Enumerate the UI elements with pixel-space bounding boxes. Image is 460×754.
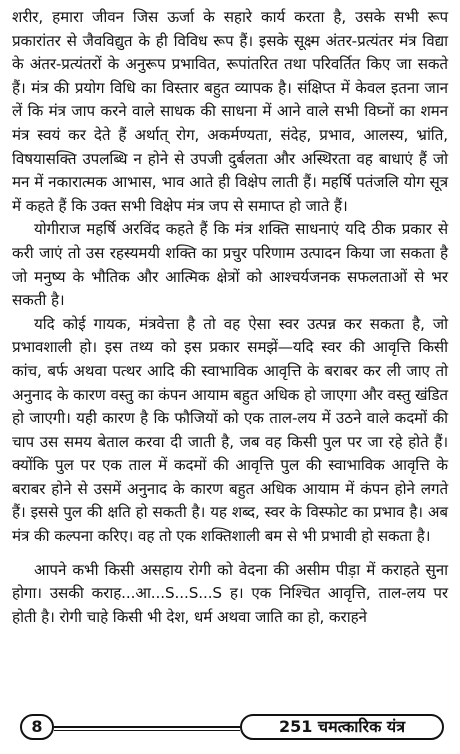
page-footer — [12, 714, 448, 742]
footer-rule — [54, 726, 240, 728]
footer-rule-thin — [54, 730, 240, 731]
book-title: 251 चमत्कारिक यंत्र — [240, 714, 444, 740]
page-body — [12, 6, 448, 629]
paragraph-1: शरीर, हमारा जीवन जिस ऊर्जा के सहारे कार्य करता है, उसके सभी रूप प्रकारांतर से जैवविद्युत के ही विविध रूप हैं। इसके सूक्ष्म अंतर-प्रत्यंतर मंत्र विद्या के अंतर-प्रत्यंतरों के अनुरूप प्रभावित, रूपांतरित तथा परिवर्तित किए जा सकते हैं। मंत्र की प्रयोग विधि का विस्तार बहुत व्यापक है। संक्षिप्त में केवल इतना जान लें कि मंत्र जाप करने वाले साधक की साधना में आने वाले सभी विघ्नों का शमन मंत्र स्वयं कर देते हैं अर्थात् रोग, अकर्मण्यता, संदेह, प्रभाव, आलस्य, भ्रांति, विषयासक्ति उपलब्धि न होने से उपजी दुर्बलता और अस्थिरता वह बाधाएं हैं जो मन में नकारात्मक आभास, भाव आते ही विक्षेप लाती हैं। महर्षि पतंजलि योग सूत्र में कहते हैं कि उक्त सभी विक्षेप मंत्र जप से समाप्त हो जाते हैं। — [12, 8, 448, 215]
page-number: 8 — [20, 714, 54, 740]
paragraph-3: यदि कोई गायक, मंत्रवेत्ता है तो वह ऐसा स्वर उत्पन्न कर सकता है, जो प्रभावशाली हो। इस तथ्य को इस प्रकार समझें—यदि स्वर की आवृत्ति किसी कांच, बर्फ अथवा पत्थर आदि की स्वाभाविक आवृत्ति के बराबर कर ली जाए तो अनुनाद के कारण वस्तु का कंपन आयाम बहुत अधिक हो जाएगा और वस्तु खंडित हो जाएगी। यही कारण है कि फौजियों को एक ताल-लय में उठने वाले कदमों की चाप उस समय बेताल करवा दी जाती है, जब वह किसी पुल पर जा रहे होते हैं। क्योंकि पुल पर एक ताल में कदमों की आवृत्ति पुल की स्वाभाविक आवृत्ति के बराबर होने से उसमें अनुनाद के कारण बहुत अधिक आयाम में कंपन होने लगते हैं। इससे पुल की क्षति हो सकती है। यह शब्द, स्वर के विस्फोट का प्रभाव है। अब मंत्र की कल्पना करिए। वह तो एक शक्तिशाली बम से भी प्रभावी हो सकता है। — [12, 314, 448, 546]
paragraph-4: आपने कभी किसी असहाय रोगी को वेदना की असीम पीड़ा में कराहते सुना होगा। उसकी कराह...आ...S...S...S ह। एक निश्चित आवृत्ति, ताल-लय पर होती है। रोगी चाहे किसी भी देश, धर्म अथवा जाति का हो, कराहने — [12, 560, 448, 626]
paragraph-2: योगीराज महर्षि अरविंद कहते हैं कि मंत्र शक्ति साधनाएं यदि ठीक प्रकार से करी जाएं तो उस रहस्यमयी शक्ति का प्रचुर परिणाम उत्पादन किया जा सकता है जो मनुष्य के भौतिक और आत्मिक क्षेत्रों को आश्चर्यजनक सफलताओं से भर सकती है। — [12, 220, 448, 310]
